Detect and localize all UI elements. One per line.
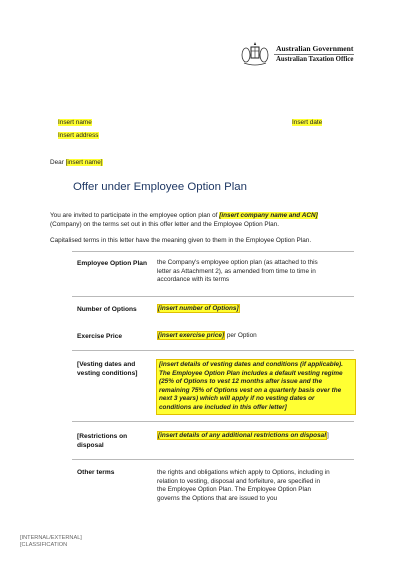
row-label-other-terms: Other terms: [77, 469, 115, 476]
office-name: Australian Taxation Office: [276, 56, 354, 63]
row-label-exercise-price: Exercise Price: [77, 333, 123, 340]
greeting: Dear [insert name]: [50, 159, 103, 166]
insert-address-field[interactable]: Insert address: [58, 132, 99, 139]
page-title: Offer under Employee Option Plan: [73, 181, 247, 193]
row-label-vesting: [Vesting dates and vesting conditions]: [77, 361, 138, 377]
capitalised-terms-note: Capitalised terms in this letter have the meaning given to them in the Employee Option Plan.: [50, 237, 312, 244]
classification-footer: [INTERNAL/EXTERNAL] [CLASSIFICATION: [20, 535, 82, 548]
table-rule: [72, 421, 354, 422]
restrictions-field[interactable]: [insert details of any additional restrictions on disposal]: [158, 432, 329, 439]
vesting-details-field[interactable]: [insert details of vesting dates and conditions (if applicable). The Employee Option Plan includes a default vesting regime (25% of Options to vest 12 months after issue and the remaining 75% of Options vest on a quarterly basis over the next 3 years) which will apply if no vesting dates or conditions are included in this offer letter]: [156, 359, 356, 415]
insert-name-field[interactable]: Insert name: [58, 119, 92, 126]
company-name-field[interactable]: [insert company name and ACN]: [219, 212, 318, 219]
intro-paragraph: You are invited to participate in the employee option plan of [insert company name and ACN] (Company) on the terms set out in this offer letter and the Employee Option Plan.: [50, 212, 318, 228]
insert-date-field[interactable]: Insert date: [292, 119, 323, 126]
row-label-restrictions: [Restrictions on disposal: [77, 433, 128, 449]
greeting-name-field[interactable]: [insert name]: [65, 159, 103, 166]
table-rule: [72, 296, 354, 297]
exercise-price-field[interactable]: [insert exercise price] per Option: [158, 332, 257, 339]
row-label-number-of-options: Number of Options: [77, 306, 137, 313]
table-rule: [72, 350, 354, 351]
number-of-options-field[interactable]: [insert number of Options]: [158, 305, 239, 312]
table-rule: [72, 251, 354, 252]
row-label-employee-option-plan: Employee Option Plan: [77, 260, 147, 267]
header-divider: [274, 54, 354, 55]
coat-of-arms-logo: [240, 41, 270, 67]
table-rule: [72, 459, 354, 460]
row-value-employee-option-plan: the Company's employee option plan (as attached to this letter as Attachment 2), as amended from time to time in accordance with its terms: [157, 259, 318, 284]
government-name: Australian Government: [276, 44, 354, 53]
row-value-other-terms: the rights and obligations which apply to Options, including in relation to vesting, disposal and forfeiture, are specified in the Employee Option Plan. The Employee Option Plan governs the Options that are issued to you: [157, 469, 330, 502]
